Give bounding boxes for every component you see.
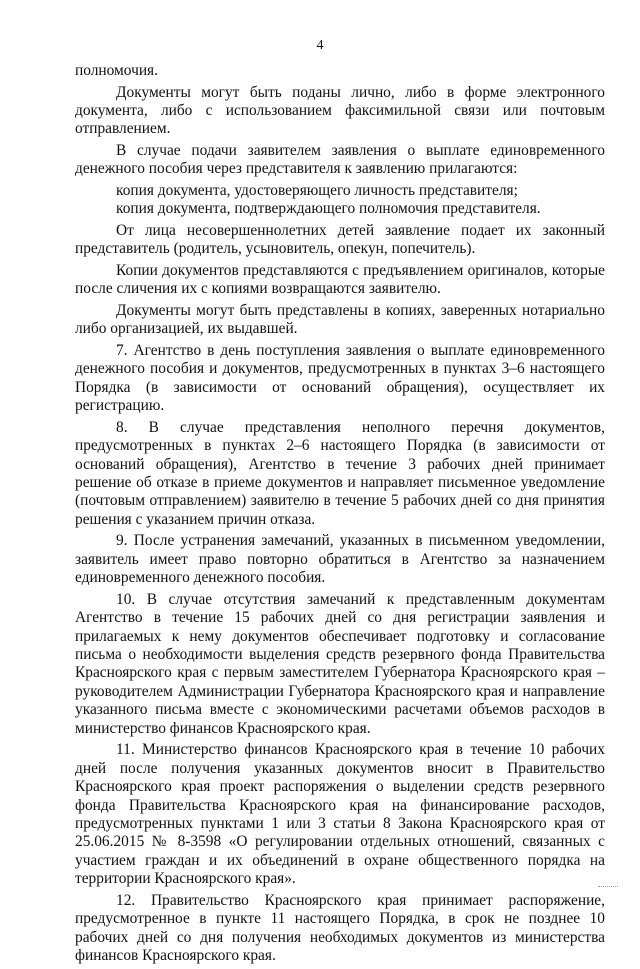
- list-item-authority-copy: копия документа, подтверждающего полномочия представителя.: [116, 200, 541, 218]
- paragraph-item-10: 10. В случае отсутствия замечаний к представленным документам Агентство в течение 15 рабочих дней со дня регистрации заявления и прилагаемых к нему документов обеспечивает подготовку и согласование письма о необходимости выделения средств резервного фонда Правительства Красноярского края с первым заместителем Губернатора Красноярского края – руководителем Администрации Губернатора Красноярского края и направление указанного письма вместе с экономическими расчетами объемов расходов в министерство финансов Красноярского края.: [75, 590, 605, 737]
- paragraph-representative: В случае подачи заявителем заявления о выплате единовременного денежного пособия через представителя к заявлению прилагаются:: [75, 142, 605, 178]
- page-number: 4: [316, 38, 324, 53]
- scan-edge-mark: [598, 884, 618, 887]
- paragraph-minors: От лица несовершеннолетних детей заявление подает их законный представитель (родитель, усыновитель, опекун, попечитель).: [75, 222, 605, 258]
- paragraph-continuation: полномочия.: [75, 62, 158, 79]
- paragraph-submission-methods: Документы могут быть поданы лично, либо в форме электронного документа, либо с использованием факсимильной связи или почтовым отправлением.: [75, 83, 605, 138]
- paragraph-item-7: 7. Агентство в день поступления заявления о выплате единовременного денежного пособия и документов, предусмотренных в пунктах 3–6 настоящего Порядка (в зависимости от оснований обращения), осуществляет их регистрацию.: [75, 342, 605, 415]
- document-body: [75, 62, 605, 969]
- paragraph-notarized-copies: Документы могут быть представлены в копиях, заверенных нотариально либо организацией, их выдавшей.: [75, 302, 605, 338]
- paragraph-item-8: 8. В случае представления неполного перечня документов, предусмотренных в пунктах 2–6 настоящего Порядка (в зависимости от оснований обращения), Агентство в течение 3 рабочих дней принимает решение об отказе в приеме документов и направляет письменное уведомление (почтовым отправлением) заявителю в течение 5 рабочих дней со дня принятия решения с указанием причин отказа.: [75, 418, 605, 528]
- paragraph-copies-originals: Копии документов представляются с предъявлением оригиналов, которые после сличения их с копиями возвращаются заявителю.: [75, 262, 605, 298]
- list-item-id-copy: копия документа, удостоверяющего личность представителя;: [116, 182, 518, 199]
- paragraph-item-11: 11. Министерство финансов Красноярского края в течение 10 рабочих дней после получения указанных документов вносит в Правительство Красноярского края проект распоряжения о выделении средств резервного фонда Правительства Красноярского края на финансирование расходов, предусмотренных пунктами 1 или 3 статьи 8 Закона Красноярского края от 25.06.2015 № 8-3598 «О регулировании отдельных отношений, связанных с участием граждан и их объединений в охране общественного порядка на территории Красноярского края».: [75, 741, 605, 888]
- paragraph-item-12: 12. Правительство Красноярского края принимает распоряжение, предусмотренное в пункте 11 настоящего Порядка, в срок не позднее 10 рабочих дней со дня получения необходимых документов из министерства финансов Красноярского края.: [75, 891, 605, 964]
- paragraph-item-9: 9. После устранения замечаний, указанных в письменном уведомлении, заявитель имеет право повторно обратиться в Агентство за назначением единовременного денежного пособия.: [75, 532, 605, 587]
